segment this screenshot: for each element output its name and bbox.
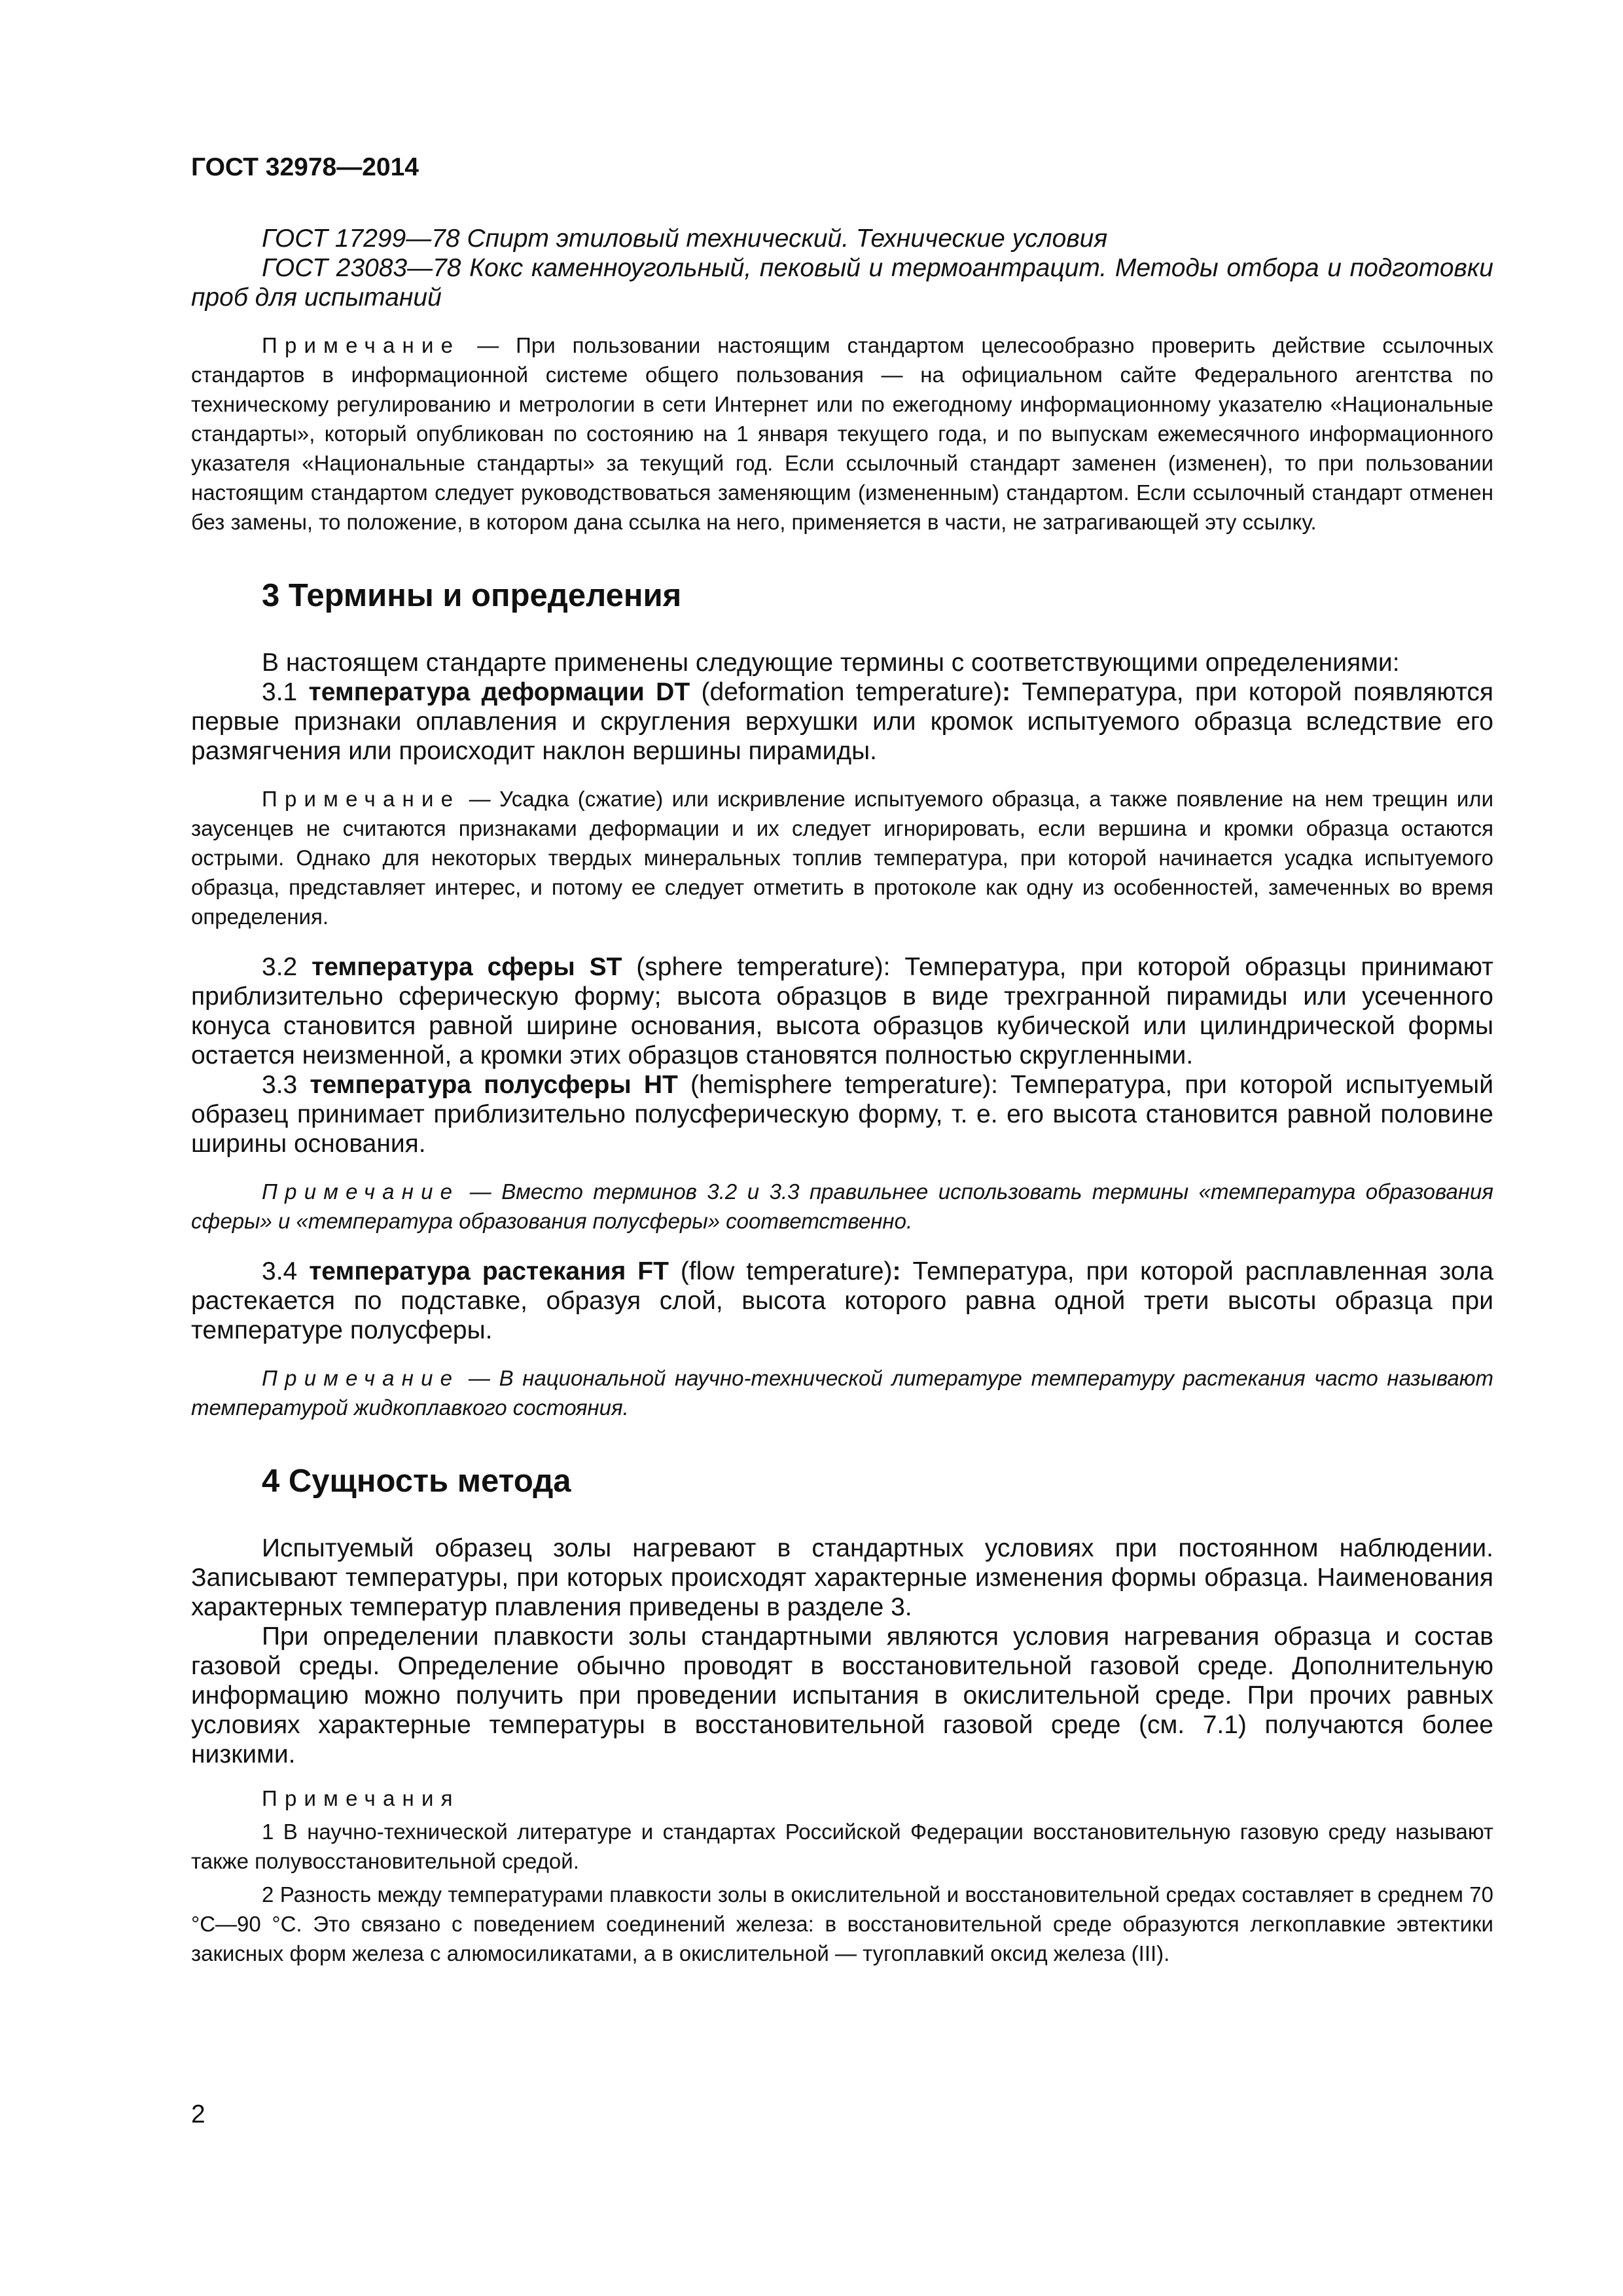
reference-gost-23083: ГОСТ 23083—78 Кокс каменноугольный, пековый и термоантрацит. Методы отбора и подготовки проб для испытаний: [191, 254, 1493, 312]
term-number: 3.1: [262, 678, 309, 706]
term-number: 3.3: [262, 1071, 310, 1099]
term-3-1: [191, 677, 1493, 766]
note-text: — Усадка (сжатие) или искривление испытуемого образца, а также появление на нем трещин или заусенцев не считаются признаками деформации и их следует игнорировать, если вершина и кромки образца остаются острыми. Однако для некоторых твердых минеральных топлив температура, при которой начинается усадка испытуемого образца, представляет интерес, и потому ее следует отметить в протоколе как одну из особенностей, замеченных во время определения.: [191, 787, 1493, 929]
notes-heading: Примечания: [262, 1786, 460, 1810]
term-name: температура деформации DT: [308, 678, 690, 706]
section-4-title: 4 Сущность метода: [262, 1463, 571, 1499]
term-name: температура сферы ST: [312, 953, 622, 981]
section-4-paragraph-2: При определении плавкости золы стандартными являются условия нагревания образца и состав газовой среды. Определение обычно проводят в восстановительной газовой среде. Дополнительную информацию можно получить при проведении испытания в окислительной среде. При прочих равных условиях характерные температуры в восстановительной газовой среде (см. 7.1) получаются более низкими.: [191, 1623, 1493, 1768]
document-header: ГОСТ 32978—2014: [191, 153, 419, 181]
term-3-3: [191, 1070, 1493, 1158]
note-text: — Вместо терминов 3.2 и 3.3 правильнее использовать термины «температура образования сферы» и «температура образования полусферы» соответственно.: [191, 1179, 1494, 1233]
term-3-4: [191, 1257, 1493, 1345]
term-definition: (sphere temperature): Температура, при которой образцы принимают приблизительно сферическую форму; высота образцов в виде трехгранной пирамиды или усеченного конуса становится равной ширине основания, высота образцов кубической или цилиндрической формы остается неизменной, а кромки этих образцов становятся полностью скругленными.: [191, 953, 1493, 1069]
term-english: (flow temperature): [668, 1257, 893, 1285]
note-label: Примечание: [262, 333, 461, 357]
note-references: [191, 331, 1493, 537]
term-number: 3.4: [262, 1257, 310, 1285]
term-name: температура полусферы HT: [310, 1071, 678, 1099]
term-english: (deformation temperature): [690, 678, 1003, 706]
term-colon: :: [892, 1257, 901, 1285]
note-text: — В национальной научно-технической литературе температуру растекания часто называют температурой жидкоплавкого состояния.: [191, 1366, 1493, 1420]
term-colon: :: [1002, 678, 1011, 706]
note-text: — При пользовании настоящим стандартом целесообразно проверить действие ссылочных стандартов в информационной системе общего пользования — на официальном сайте Федерального агентства по техническому регулированию и метрологии в сети Интернет или по ежегодному информационному указателю «Национальные стандарты», который опубликован по состоянию на 1 января текущего года, и по выпускам ежемесячного информационного указателя «Национальные стандарты» за текущий год. Если ссылочный стандарт заменен (изменен), то при пользовании настоящим стандартом следует руководствоваться заменяющим (измененным) стандартом. Если ссылочный стандарт отменен без замены, то положение, в котором дана ссылка на него, применяется в части, не затрагивающей эту ссылку.: [191, 333, 1494, 534]
note-label: Примечание: [262, 1366, 460, 1390]
note-item-2: 2 Разность между температурами плавкости золы в окислительной и восстановительной средах составляет в среднем 70 °С—90 °С. Это связано с поведением соединений железа: в восстановительной среде образуются легкоплавкие эвтектики закисных форм железа с алюмосиликатами, а в окислительной — тугоплавкий оксид железа (III).: [191, 1882, 1493, 1965]
document-page: [191, 151, 1493, 1968]
section-3-intro: В настоящем стандарте применены следующие термины с соответствующими определениями:: [262, 649, 1400, 677]
term-definition: Температура, при которой появляются первые признаки оплавления и скругления верхушки или кромок испытуемого образца вследствие его размягчения или происходит наклон вершины пирамиды.: [191, 678, 1493, 765]
section-4-paragraph-1: Испытуемый образец золы нагревают в стандартных условиях при постоянном наблюдении. Записывают температуры, при которых происходят характерные изменения формы образца. Наименования характерных температур плавления приведены в разделе 3.: [191, 1534, 1493, 1621]
page-number: 2: [191, 2100, 205, 2128]
term-number: 3.2: [262, 953, 312, 981]
term-definition: (hemisphere temperature): Температура, при которой испытуемый образец принимает приблизительно полусферическую форму, т. е. его высота становится равной половине ширины основания.: [191, 1071, 1493, 1158]
section-3-title: 3 Термины и определения: [262, 578, 682, 613]
note-3-4: [191, 1363, 1493, 1422]
reference-gost-17299: ГОСТ 17299—78 Спирт этиловый технический. Технические условия: [262, 224, 1108, 253]
note-item-1: 1 В научно-технической литературе и стандартах Российской Федерации восстановительную газовую среду называют также полувосстановительной средой.: [191, 1820, 1493, 1873]
term-definition: Температура, при которой расплавленная зола растекается по подставке, образуя слой, высота которого равна одной трети высоты образца при температуре полусферы.: [191, 1257, 1494, 1344]
note-3-1: [191, 784, 1493, 931]
term-name: температура растекания FT: [309, 1257, 669, 1285]
note-3-3: [191, 1177, 1493, 1236]
note-label: Примечание: [262, 1179, 460, 1204]
term-3-2: [191, 952, 1493, 1070]
note-label: Примечание: [262, 787, 461, 811]
